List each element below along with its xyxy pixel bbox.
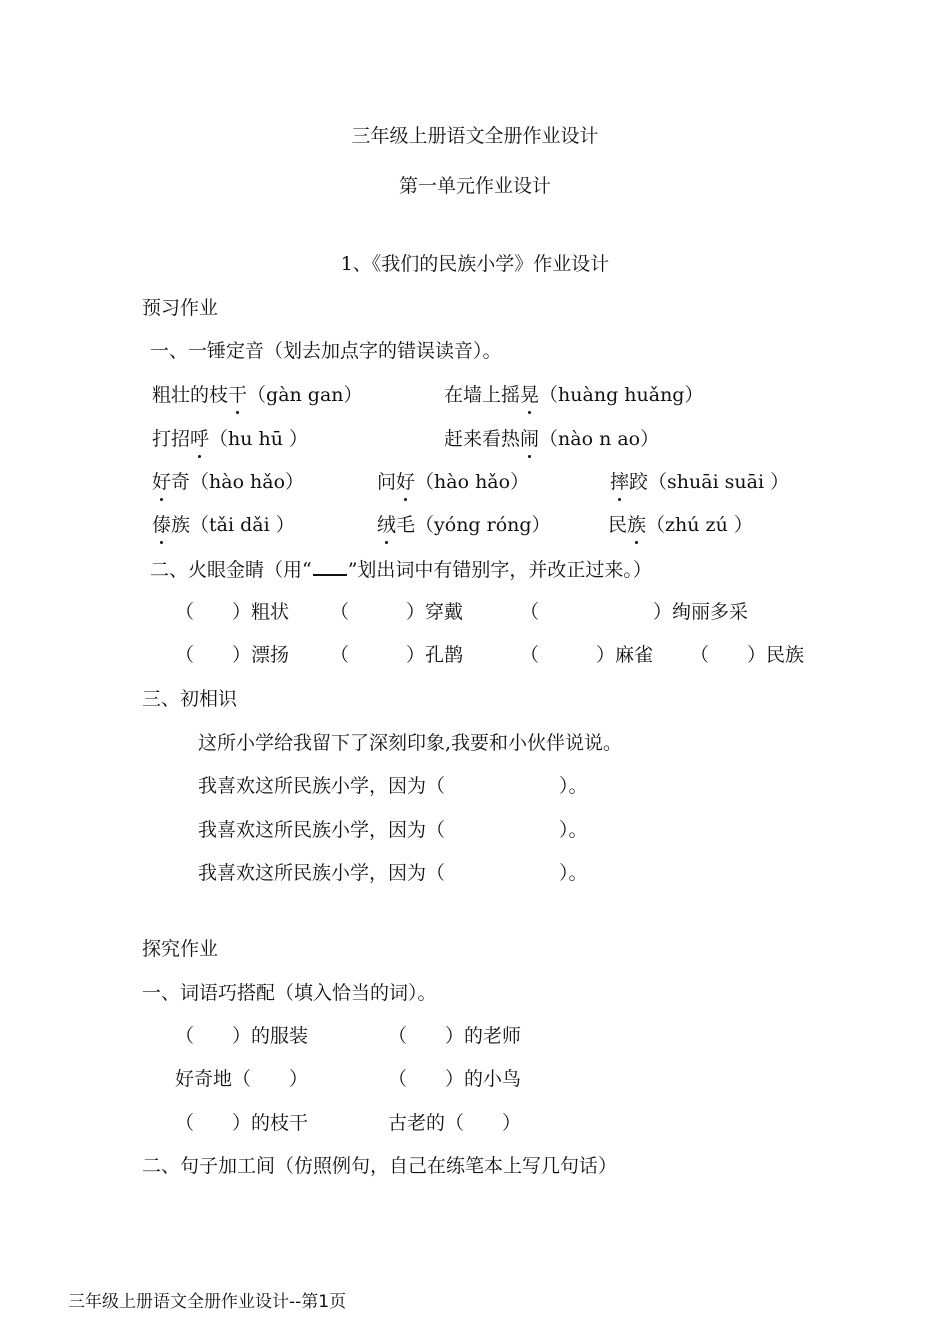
page-footer: 三年级上册语文全册作业设计--第1页 bbox=[68, 1292, 347, 1312]
document-title: 三年级上册语文全册作业设计 bbox=[351, 125, 599, 147]
dotted-char: 晃 bbox=[520, 384, 540, 406]
matching-item: （ ）的小鸟 bbox=[388, 1068, 522, 1090]
correction-item: （ ）麻雀 bbox=[520, 644, 654, 666]
matching-item: （ ）的老师 bbox=[388, 1025, 522, 1047]
matching-item: 好奇地（ ） bbox=[175, 1068, 309, 1090]
dotted-char: 好 bbox=[396, 471, 416, 493]
q3-intro: 这所小学给我留下了深刻印象,我要和小伙伴说说。 bbox=[198, 732, 623, 754]
pinyin-item: 粗壮的枝干（gàn gan） bbox=[152, 384, 363, 406]
correction-item: （ ）绚丽多采 bbox=[520, 601, 749, 623]
pinyin-item: 打招呼（hu hū ） bbox=[152, 428, 309, 450]
unit-title: 第一单元作业设计 bbox=[398, 175, 551, 197]
q1-heading: 一、一锤定音（划去加点字的错误读音）。 bbox=[150, 340, 502, 362]
matching-item: （ ）的服装 bbox=[175, 1025, 309, 1047]
q2-heading: 二、火眼金睛（用“ ”划出词中有错别字，并改正过来。） bbox=[150, 556, 652, 582]
correction-item: （ ）穿戴 bbox=[330, 601, 464, 623]
pinyin-item: 赶来看热闹（nào n ao） bbox=[444, 428, 660, 450]
matching-item: 古老的（ ） bbox=[388, 1112, 522, 1134]
dotted-char: 傣 bbox=[152, 514, 172, 536]
dotted-char: 好 bbox=[152, 471, 172, 493]
dotted-char: 族 bbox=[627, 514, 647, 536]
underline-sample bbox=[313, 556, 347, 576]
dotted-char: 摔 bbox=[610, 471, 630, 493]
correction-item: （ ）粗状 bbox=[175, 601, 290, 623]
matching-item: （ ）的枝干 bbox=[175, 1112, 309, 1134]
pinyin-item: 摔跤（shuāi suāi ） bbox=[610, 471, 790, 493]
fill-sentence: 我喜欢这所民族小学，因为（ ）。 bbox=[198, 775, 588, 797]
lesson-title: 1、《我们的民族小学》作业设计 bbox=[340, 253, 610, 275]
correction-item: （ ）民族 bbox=[690, 644, 805, 666]
e1-heading: 一、词语巧搭配（填入恰当的词）。 bbox=[142, 982, 437, 1004]
correction-item: （ ）孔鹊 bbox=[330, 644, 464, 666]
pinyin-item: 绒毛（yóng róng） bbox=[377, 514, 551, 536]
dotted-char: 闹 bbox=[520, 428, 540, 450]
pinyin-item: 傣族（tǎi dǎi ） bbox=[152, 514, 295, 536]
dotted-char: 干 bbox=[228, 384, 248, 406]
pinyin-item: 在墙上摇晃（huàng huǎng） bbox=[444, 384, 704, 406]
section-explore-heading: 探究作业 bbox=[142, 938, 219, 960]
pinyin-item: 民族（zhú zú ） bbox=[608, 514, 753, 536]
e2-heading: 二、句子加工间（仿照例句，自己在练笔本上写几句话） bbox=[142, 1155, 618, 1177]
correction-item: （ ）漂扬 bbox=[175, 644, 290, 666]
fill-sentence: 我喜欢这所民族小学，因为（ ）。 bbox=[198, 819, 588, 841]
pinyin-item: 问好（hào hǎo） bbox=[377, 471, 530, 493]
dotted-char: 呼 bbox=[190, 428, 210, 450]
fill-sentence: 我喜欢这所民族小学，因为（ ）。 bbox=[198, 862, 588, 884]
q3-heading: 三、初相识 bbox=[142, 688, 238, 710]
dotted-char: 绒 bbox=[377, 514, 397, 536]
pinyin-item: 好奇（hào hǎo） bbox=[152, 471, 305, 493]
section-preview-heading: 预习作业 bbox=[142, 297, 219, 319]
